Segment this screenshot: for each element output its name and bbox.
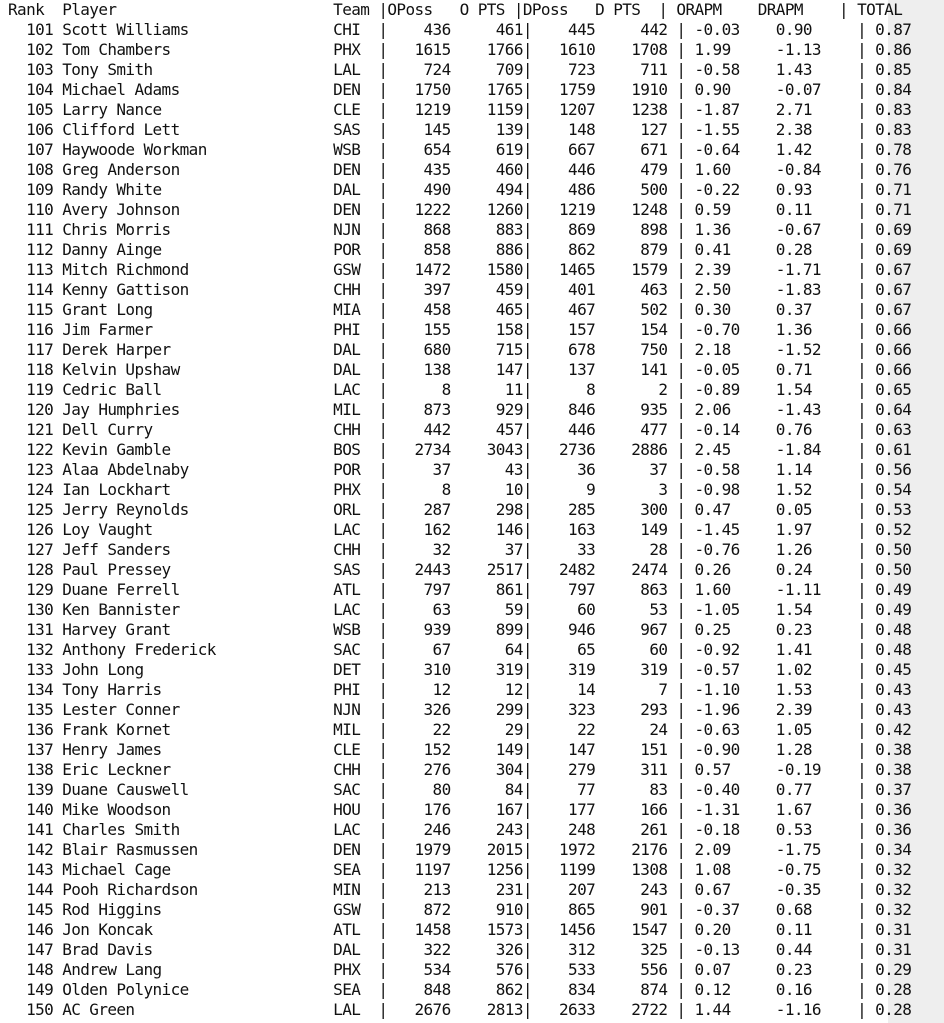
table-row: 119 Cedric Ball LAC | 8 11| 8 2 | -0.89 1.54 | 0.65 — [8, 380, 912, 399]
table-row: 113 Mitch Richmond GSW | 1472 1580| 1465 1579 | 2.39 -1.71 | 0.67 — [8, 260, 912, 279]
table-row: 127 Jeff Sanders CHH | 32 37| 33 28 | -0.76 1.26 | 0.50 — [8, 540, 912, 559]
table-row: 114 Kenny Gattison CHH | 397 459| 401 463 | 2.50 -1.83 | 0.67 — [8, 280, 912, 299]
table-row: 116 Jim Farmer PHI | 155 158| 157 154 | -0.70 1.36 | 0.66 — [8, 320, 912, 339]
table-row: 107 Haywoode Workman WSB | 654 619| 667 671 | -0.64 1.42 | 0.78 — [8, 140, 912, 159]
table-row: 126 Loy Vaught LAC | 162 146| 163 149 | -1.45 1.97 | 0.52 — [8, 520, 912, 539]
table-row: 110 Avery Johnson DEN | 1222 1260| 1219 1248 | 0.59 0.11 | 0.71 — [8, 200, 912, 219]
table-row: 134 Tony Harris PHI | 12 12| 14 7 | -1.10 1.53 | 0.43 — [8, 680, 912, 699]
table-row: 125 Jerry Reynolds ORL | 287 298| 285 300 | 0.47 0.05 | 0.53 — [8, 500, 912, 519]
table-row: 150 AC Green LAL | 2676 2813| 2633 2722 | 1.44 -1.16 | 0.28 — [8, 1000, 912, 1019]
table-row: 121 Dell Curry CHH | 442 457| 446 477 | -0.14 0.76 | 0.63 — [8, 420, 912, 439]
table-row: 135 Lester Conner NJN | 326 299| 323 293 | -1.96 2.39 | 0.43 — [8, 700, 912, 719]
table-row: 133 John Long DET | 310 319| 319 319 | -0.57 1.02 | 0.45 — [8, 660, 912, 679]
rapm-table — [8, 0, 911, 1020]
table-row: 128 Paul Pressey SAS | 2443 2517| 2482 2474 | 0.26 0.24 | 0.50 — [8, 560, 912, 579]
table-row: 130 Ken Bannister LAC | 63 59| 60 53 | -1.05 1.54 | 0.49 — [8, 600, 912, 619]
table-row: 101 Scott Williams CHI | 436 461| 445 442 | -0.03 0.90 | 0.87 — [8, 20, 912, 39]
table-row: 132 Anthony Frederick SAC | 67 64| 65 60 | -0.92 1.41 | 0.48 — [8, 640, 912, 659]
table-row: 142 Blair Rasmussen DEN | 1979 2015| 1972 2176 | 2.09 -1.75 | 0.34 — [8, 840, 912, 859]
table-row: 144 Pooh Richardson MIN | 213 231| 207 243 | 0.67 -0.35 | 0.32 — [8, 880, 912, 899]
table-row: 149 Olden Polynice SEA | 848 862| 834 874 | 0.12 0.16 | 0.28 — [8, 980, 912, 999]
table-row: 118 Kelvin Upshaw DAL | 138 147| 137 141 | -0.05 0.71 | 0.66 — [8, 360, 912, 379]
table-row: 105 Larry Nance CLE | 1219 1159| 1207 1238 | -1.87 2.71 | 0.83 — [8, 100, 912, 119]
table-row: 108 Greg Anderson DEN | 435 460| 446 479 | 1.60 -0.84 | 0.76 — [8, 160, 912, 179]
table-row: 102 Tom Chambers PHX | 1615 1766| 1610 1708 | 1.99 -1.13 | 0.86 — [8, 40, 912, 59]
table-row: 145 Rod Higgins GSW | 872 910| 865 901 | -0.37 0.68 | 0.32 — [8, 900, 912, 919]
table-row: 139 Duane Causwell SAC | 80 84| 77 83 | -0.40 0.77 | 0.37 — [8, 780, 912, 799]
table-row: 136 Frank Kornet MIL | 22 29| 22 24 | -0.63 1.05 | 0.42 — [8, 720, 912, 739]
table-row: 137 Henry James CLE | 152 149| 147 151 | -0.90 1.28 | 0.38 — [8, 740, 912, 759]
table-row: 146 Jon Koncak ATL | 1458 1573| 1456 1547 | 0.20 0.11 | 0.31 — [8, 920, 912, 939]
table-row: 140 Mike Woodson HOU | 176 167| 177 166 | -1.31 1.67 | 0.36 — [8, 800, 912, 819]
table-row: 112 Danny Ainge POR | 858 886| 862 879 | 0.41 0.28 | 0.69 — [8, 240, 912, 259]
table-row: 147 Brad Davis DAL | 322 326| 312 325 | -0.13 0.44 | 0.31 — [8, 940, 912, 959]
table-row: 106 Clifford Lett SAS | 145 139| 148 127 | -1.55 2.38 | 0.83 — [8, 120, 912, 139]
table-row: 131 Harvey Grant WSB | 939 899| 946 967 | 0.25 0.23 | 0.48 — [8, 620, 912, 639]
table-row: 103 Tony Smith LAL | 724 709| 723 711 | -0.58 1.43 | 0.85 — [8, 60, 912, 79]
table-row: 122 Kevin Gamble BOS | 2734 3043| 2736 2886 | 2.45 -1.84 | 0.61 — [8, 440, 912, 459]
table-row: 117 Derek Harper DAL | 680 715| 678 750 | 2.18 -1.52 | 0.66 — [8, 340, 912, 359]
table-row: 104 Michael Adams DEN | 1750 1765| 1759 1910 | 0.90 -0.07 | 0.84 — [8, 80, 912, 99]
table-row: 143 Michael Cage SEA | 1197 1256| 1199 1308 | 1.08 -0.75 | 0.32 — [8, 860, 912, 879]
table-row: 111 Chris Morris NJN | 868 883| 869 898 | 1.36 -0.67 | 0.69 — [8, 220, 912, 239]
table-row: 115 Grant Long MIA | 458 465| 467 502 | 0.30 0.37 | 0.67 — [8, 300, 912, 319]
table-row: 141 Charles Smith LAC | 246 243| 248 261 | -0.18 0.53 | 0.36 — [8, 820, 912, 839]
table-row: 109 Randy White DAL | 490 494| 486 500 | -0.22 0.93 | 0.71 — [8, 180, 912, 199]
table-row: 138 Eric Leckner CHH | 276 304| 279 311 | 0.57 -0.19 | 0.38 — [8, 760, 912, 779]
table-row: 123 Alaa Abdelnaby POR | 37 43| 36 37 | -0.58 1.14 | 0.56 — [8, 460, 912, 479]
table-row: 120 Jay Humphries MIL | 873 929| 846 935 | 2.06 -1.43 | 0.64 — [8, 400, 912, 419]
table-row: 124 Ian Lockhart PHX | 8 10| 9 3 | -0.98 1.52 | 0.54 — [8, 480, 912, 499]
table-row: 148 Andrew Lang PHX | 534 576| 533 556 | 0.07 0.23 | 0.29 — [8, 960, 912, 979]
table-row: 129 Duane Ferrell ATL | 797 861| 797 863 | 1.60 -1.11 | 0.49 — [8, 580, 912, 599]
table-header: Rank Player Team |OPoss O PTS |DPoss D PTS | ORAPM DRAPM | TOTAL — [8, 0, 903, 19]
